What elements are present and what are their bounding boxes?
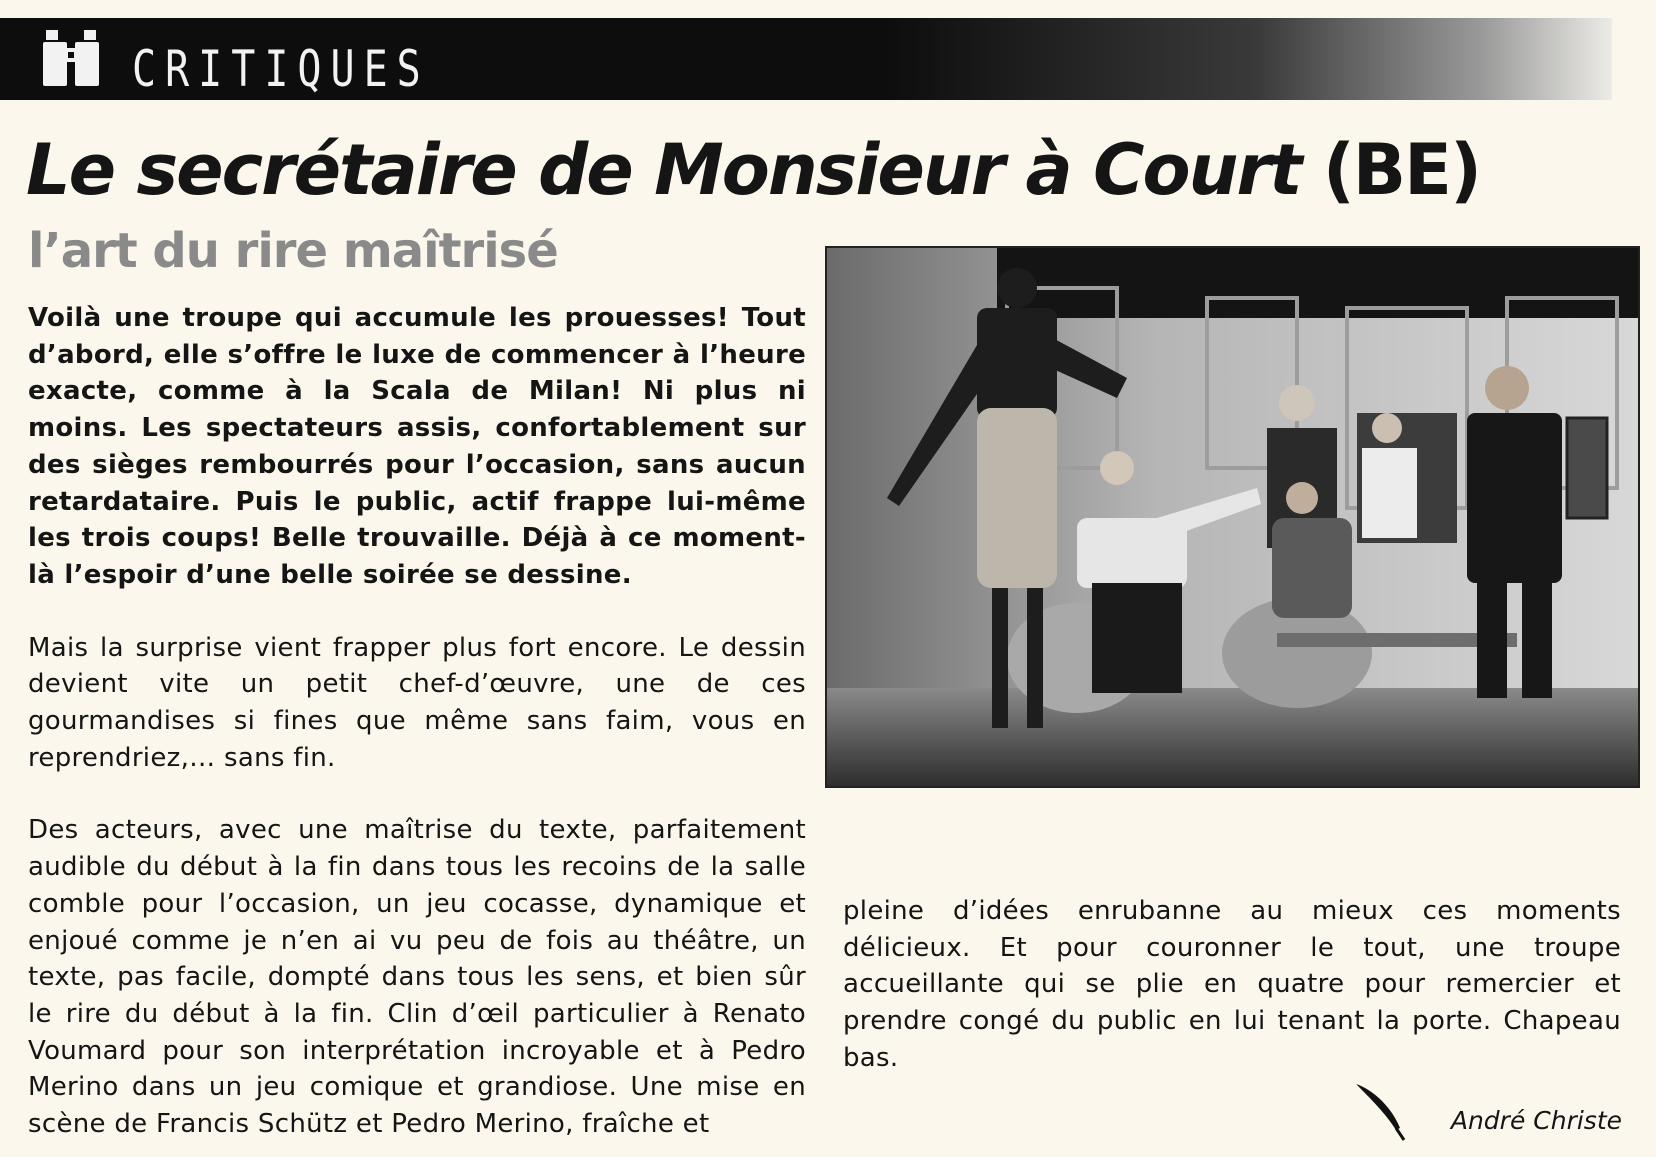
body-paragraph-3: Des acteurs, avec une maîtrise du texte, parfaitement audible du début à la fin dans tous les recoins de la salle comble pour l’occasion, un jeu cocasse, dynamique et enjoué comme je n’en ai vu peu de fois au théâtre, un texte, pas facile, dompté dans tous les sens, et bien sûr le rire du début à la fin. Clin d’œil particulier à Renato Voumard pour son interprétation incroyable et à Pedro Merino dans un jeu comique et grandiose. Une mise en scène de Francis Schütz et Pedro Merino, fraîche et: [28, 815, 806, 1140]
author-name: André Christe: [1450, 1106, 1622, 1135]
article-title-region: (BE): [1322, 129, 1480, 211]
article-column-left: [28, 300, 806, 1143]
section-banner: [0, 18, 1612, 100]
article-subtitle: l’art du rire maîtrisé: [28, 223, 558, 279]
lead-paragraph: Voilà une troupe qui accumule les prouesses! Tout d’abord, elle s’offre le luxe de commencer à l’heure exacte, comme à la Scala de Milan! Ni plus ni moins. Les spectateurs assis, confortablement sur des sièges rembourrés pour l’occasion, sans aucun retardataire. Puis le public, actif frappe lui-même les trois coups! Belle trouvaille. Déjà à ce moment-là l’espoir d’une belle soirée se dessine.: [28, 303, 806, 590]
quill-icon: [1352, 1080, 1406, 1146]
body-paragraph-2: Mais la surprise vient frapper plus fort encore. Le dessin devient vite un petit chef-d’œuvre, une de ces gourmandises si fines que même sans faim, vous en reprendriez,… sans fin.: [28, 632, 806, 773]
article-column-right: [843, 893, 1621, 1077]
theatre-stage-photo: [825, 246, 1640, 788]
binoculars-icon: [42, 28, 106, 94]
article-title-main: Le secrétaire de Monsieur à Court: [26, 129, 1301, 211]
body-paragraph-3-continued: pleine d’idées enrubanne au mieux ces moments délicieux. Et pour couronner le tout, une troupe accueillante qui se plie en quatre pour remercier et prendre congé du public en lui tenant la porte. Chapeau bas.: [843, 896, 1621, 1073]
section-label: CRITIQUES: [132, 40, 430, 99]
article-title: [26, 128, 1526, 212]
